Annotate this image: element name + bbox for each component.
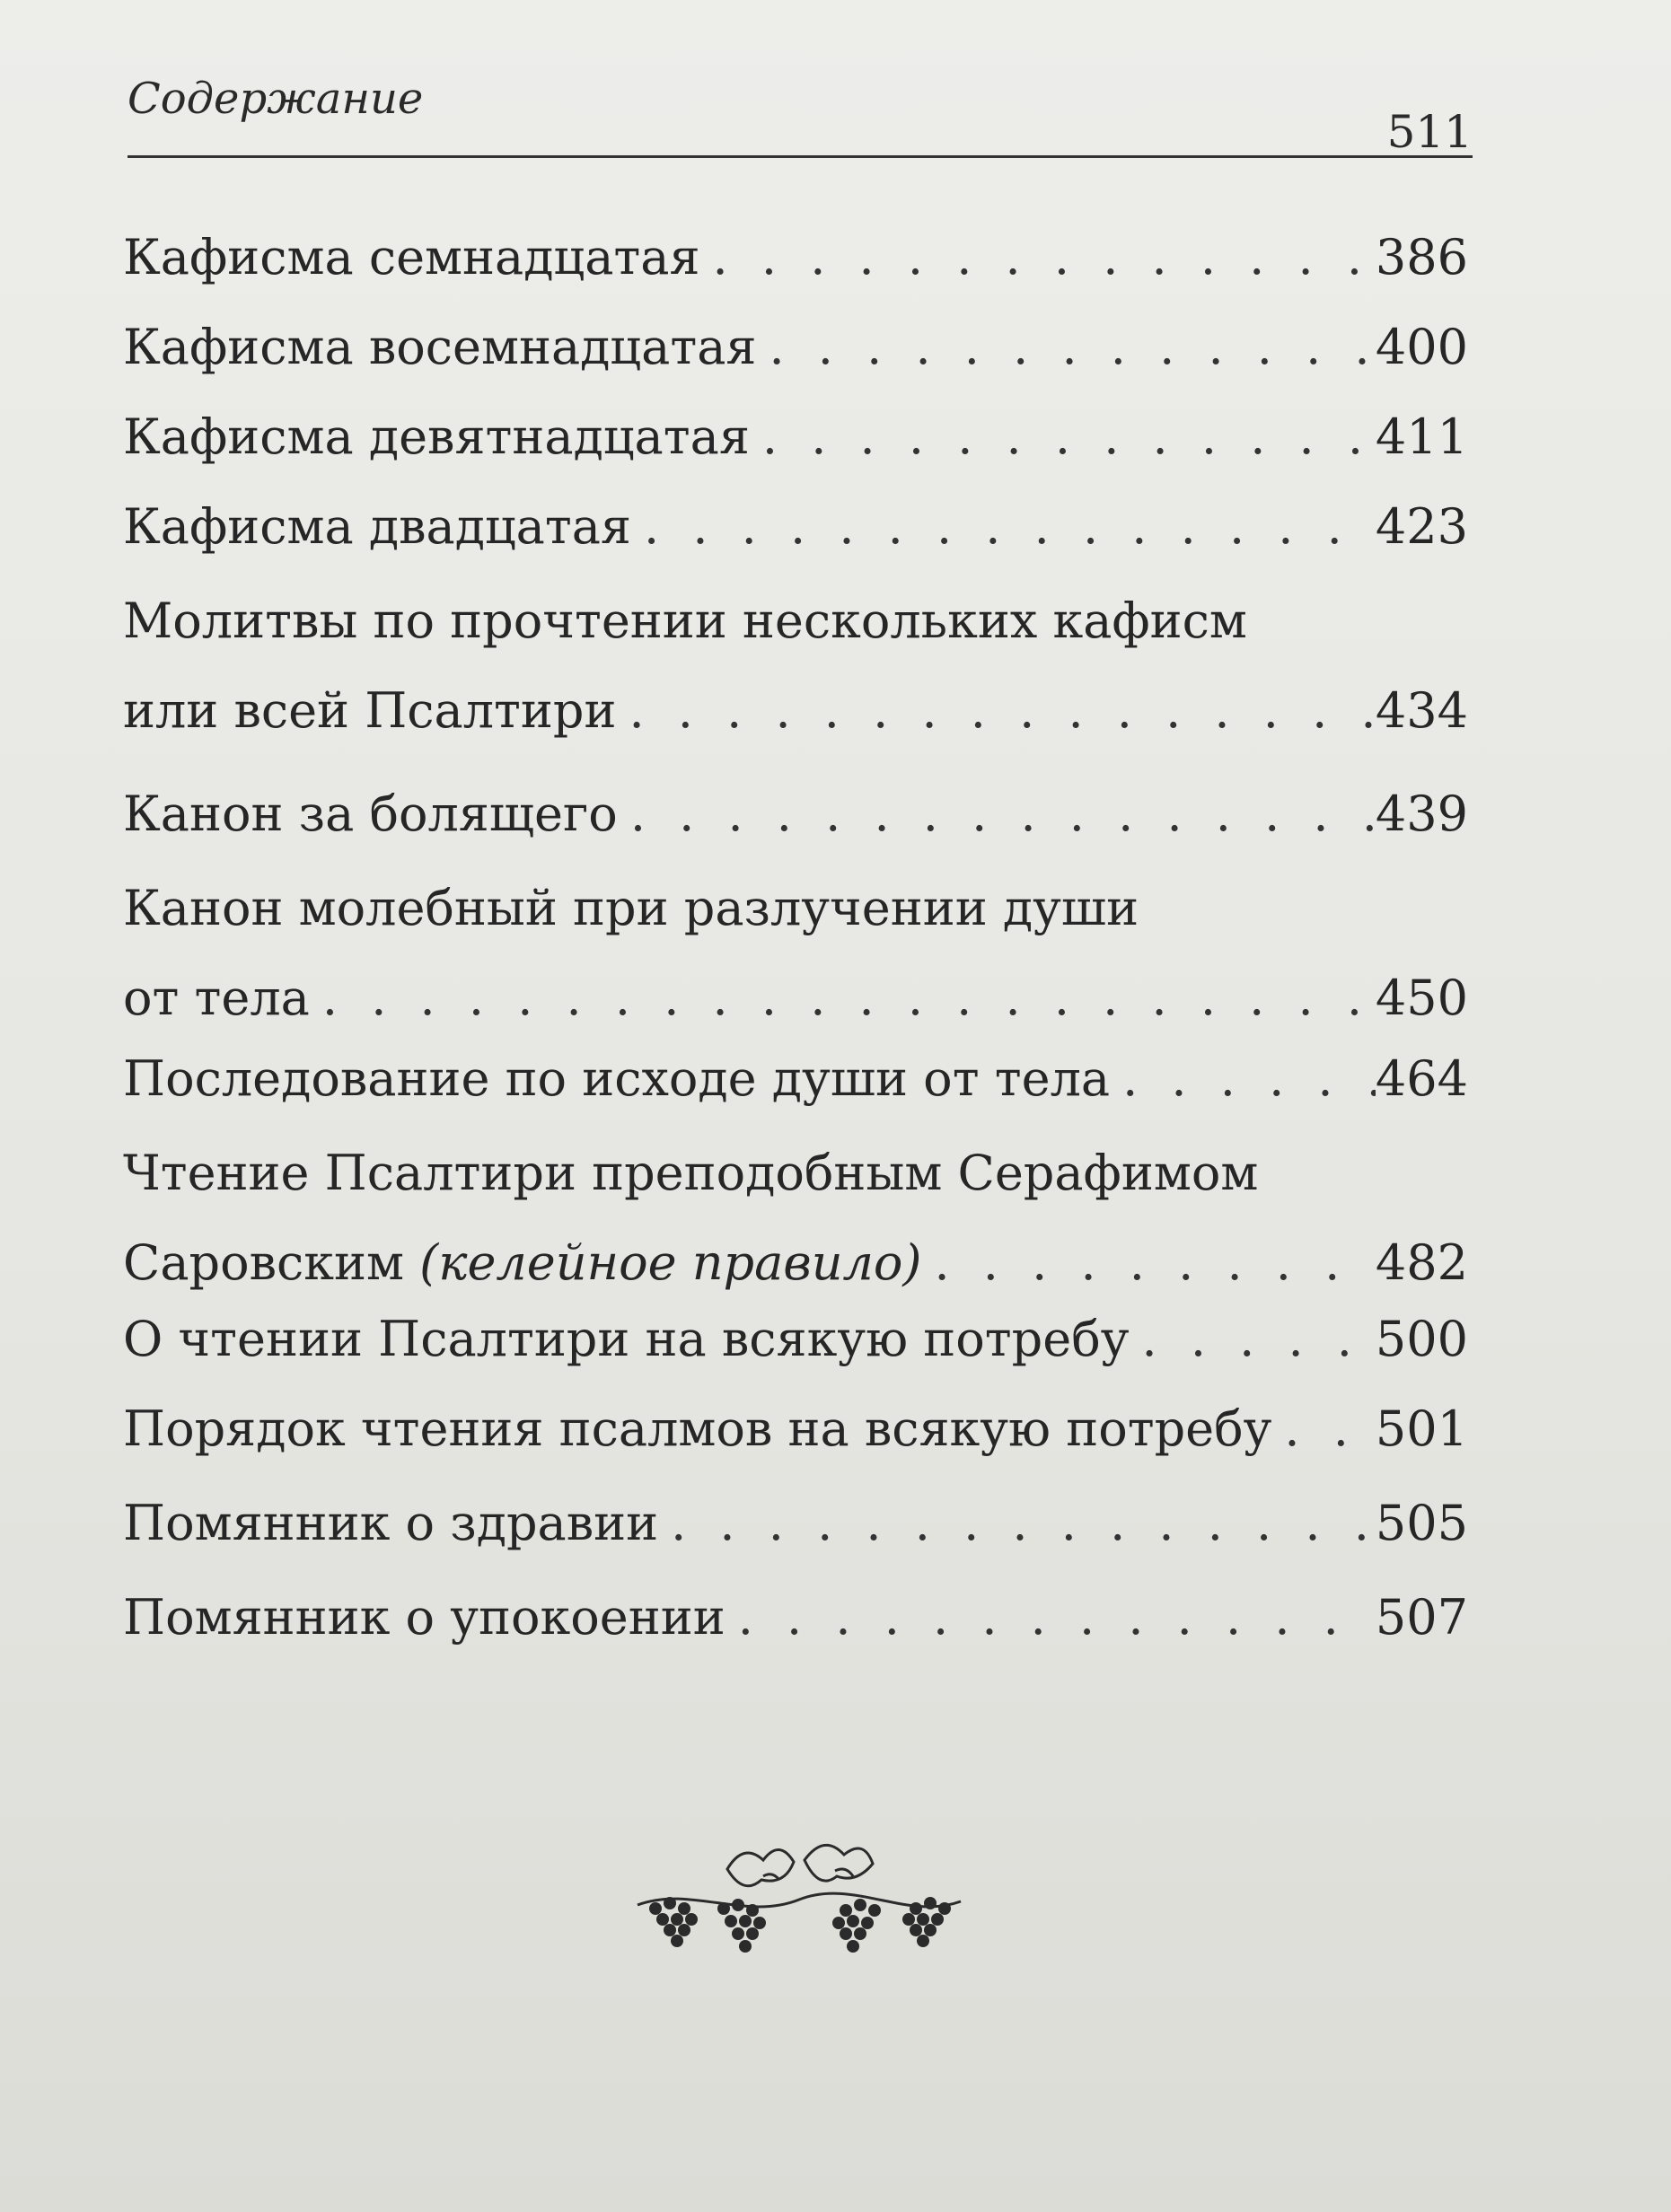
toc-entry-title: Помянник о упокоении — [123, 1589, 726, 1646]
toc-entry-page: 386 — [1375, 229, 1468, 285]
dot-leader — [616, 687, 1375, 735]
toc-entry-first-line: Молитвы по прочтении нескольких кафисм — [123, 592, 1247, 649]
grape-vine-ornament-icon — [620, 1822, 979, 1966]
toc-entry-title: Кафисма семнадцатая — [123, 229, 700, 285]
toc-entry — [123, 592, 1468, 739]
toc-entry — [123, 319, 1468, 375]
page-number: 511 — [1386, 106, 1473, 158]
toc-entry-page: 464 — [1375, 1050, 1468, 1107]
toc-entry-page: 450 — [1375, 970, 1468, 1026]
toc-entry-page: 423 — [1375, 498, 1468, 555]
toc-entry — [123, 1145, 1468, 1291]
toc-entry — [123, 408, 1468, 465]
dot-leader — [618, 790, 1376, 838]
toc-entry — [123, 1311, 1468, 1367]
toc-entry-title: Последование по исходе души от тела — [123, 1050, 1111, 1107]
dot-leader — [750, 413, 1376, 461]
toc-entry-note: (келейное правило) — [419, 1234, 922, 1291]
dot-leader — [700, 233, 1376, 282]
toc-entry — [123, 880, 1468, 1026]
toc-entry-title — [123, 1234, 922, 1291]
dot-leader — [726, 1593, 1376, 1642]
toc-entry-first-line: Канон молебный при разлучении души — [123, 880, 1139, 936]
dot-leader — [310, 974, 1376, 1023]
toc-entry-page: 482 — [1375, 1234, 1468, 1291]
toc-entry-page: 507 — [1375, 1589, 1468, 1646]
toc-entry-page: 434 — [1375, 682, 1468, 739]
toc-entry-title: Кафисма девятнадцатая — [123, 408, 750, 465]
dot-leader — [1271, 1405, 1376, 1453]
dot-leader — [1110, 1055, 1376, 1103]
toc-entry — [123, 498, 1468, 555]
toc-entry-title: Канон за болящего — [123, 786, 618, 842]
toc-entry — [123, 229, 1468, 285]
running-head — [128, 70, 1473, 158]
toc-entry-title-main: Саровским — [123, 1234, 404, 1291]
toc-entry-page: 500 — [1375, 1311, 1468, 1367]
toc-entry-page: 400 — [1375, 319, 1468, 375]
toc-entry — [123, 786, 1468, 842]
toc-entry — [123, 1050, 1468, 1107]
toc-entry-page: 439 — [1375, 786, 1468, 842]
toc-entry-title: или всей Псалтири — [123, 682, 617, 739]
toc-entry-title: Кафисма восемнадцатая — [123, 319, 757, 375]
toc-entry — [123, 1495, 1468, 1551]
dot-leader — [631, 503, 1376, 551]
dot-leader — [658, 1499, 1376, 1548]
toc-entry-page: 501 — [1375, 1400, 1468, 1457]
toc-entry-title: Помянник о здравии — [123, 1495, 659, 1551]
toc-entry-title: от тела — [123, 970, 310, 1026]
toc-entry-page: 505 — [1375, 1495, 1468, 1551]
running-title: Содержание — [128, 74, 424, 124]
dot-leader — [921, 1239, 1375, 1287]
toc-entry — [123, 1589, 1468, 1646]
toc-entry-title: Порядок чтения псалмов на всякую потребу — [123, 1400, 1272, 1457]
toc-entry-first-line: Чтение Псалтири преподобным Серафимом — [123, 1145, 1259, 1201]
toc-entry-title: Кафисма двадцатая — [123, 498, 631, 555]
toc-entry — [123, 1400, 1468, 1457]
dot-leader — [1129, 1315, 1375, 1364]
toc-entry-title: О чтении Псалтири на всякую потребу — [123, 1311, 1130, 1367]
toc-entry-page: 411 — [1375, 408, 1468, 465]
dot-leader — [756, 323, 1375, 372]
